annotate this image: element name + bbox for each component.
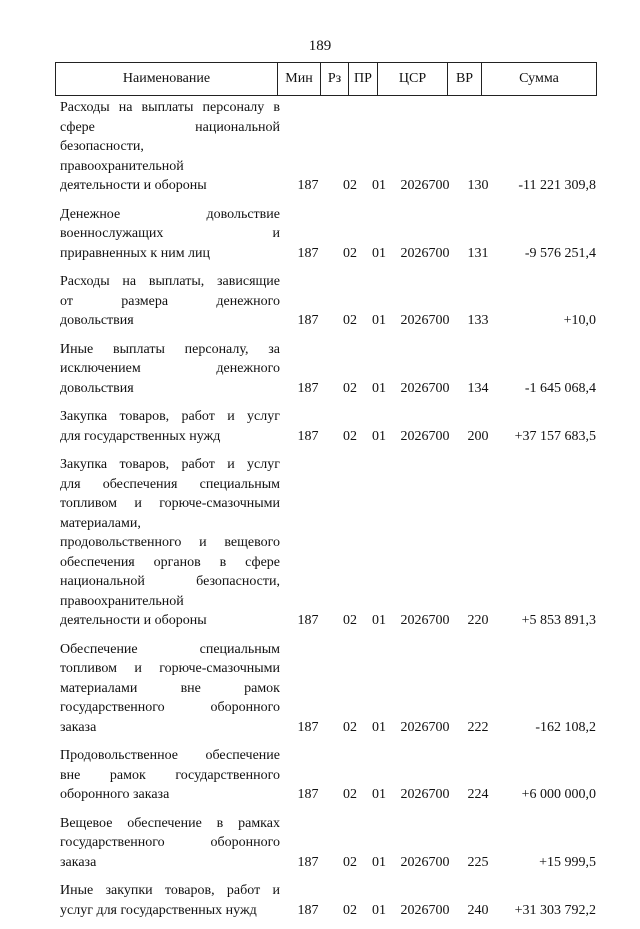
row-name-line: государственного оборонного (60, 835, 280, 850)
header-min: Мин (278, 63, 321, 96)
header-name: Наименование (56, 63, 278, 96)
table-row (60, 881, 596, 920)
row-name (60, 272, 280, 331)
row-pr: 01 (372, 428, 386, 444)
table-row (60, 814, 596, 873)
row-name (60, 340, 280, 399)
row-name-line: продовольственного и вещевого (60, 535, 280, 550)
table-row (60, 746, 596, 805)
row-min: 187 (297, 178, 319, 193)
row-name-line: услуг для государственных нужд (60, 902, 257, 918)
row-name-line: Расходы на выплаты, зависящие (60, 274, 280, 289)
row-sum: +31 303 792,2 (514, 902, 596, 918)
table-row (60, 272, 596, 331)
table-row (60, 455, 596, 631)
row-pr: 01 (372, 245, 386, 261)
row-rz: 02 (343, 854, 357, 870)
row-name-line: материалами, (60, 515, 141, 531)
row-name-line: приравненных к ним лиц (60, 245, 211, 261)
row-rz: 02 (343, 428, 357, 444)
row-vr: 131 (467, 245, 489, 261)
row-rz: 02 (343, 787, 357, 802)
row-vr: 225 (467, 854, 489, 870)
row-name-line: топливом и горюче-смазочными (60, 661, 280, 676)
row-name-line: Закупка товаров, работ и услуг (60, 457, 280, 472)
row-pr: 01 (372, 178, 386, 193)
row-csr: 2026700 (400, 719, 450, 735)
row-name-line: безопасности, (60, 139, 144, 154)
header-csr: ЦСР (378, 63, 448, 96)
row-name-line: обеспечения органов в сфере (60, 554, 280, 570)
row-sum: -162 108,2 (535, 719, 596, 735)
row-name (60, 881, 280, 920)
row-name-line: правоохранительной (60, 158, 184, 174)
row-pr: 01 (372, 313, 386, 328)
row-pr: 01 (372, 380, 386, 396)
row-name-line: Иные закупки товаров, работ и (60, 883, 280, 898)
row-min: 187 (297, 428, 319, 444)
row-name-line: вне рамок государственного (60, 767, 280, 783)
row-name-line: довольствия (60, 380, 134, 396)
row-name-line: правоохранительной (60, 593, 184, 609)
row-vr: 200 (467, 428, 489, 444)
header-vr: ВР (448, 63, 482, 96)
row-sum: -1 645 068,4 (524, 380, 596, 396)
row-name-line: Расходы на выплаты персоналу в (60, 100, 280, 115)
row-name-line: деятельности и обороны (60, 613, 207, 628)
row-name-line: Обеспечение специальным (60, 641, 280, 657)
row-pr: 01 (372, 613, 386, 628)
row-min: 187 (297, 245, 319, 261)
row-name (60, 814, 280, 873)
page-number: 189 (308, 38, 332, 54)
row-name (60, 205, 280, 264)
row-csr: 2026700 (400, 245, 450, 261)
row-min: 187 (297, 787, 319, 802)
row-name-line: Закупка товаров, работ и услуг (60, 409, 280, 424)
row-name-line: материалами вне рамок (60, 680, 280, 696)
row-vr: 224 (467, 787, 489, 802)
row-name-line: национальной безопасности, (60, 574, 280, 589)
row-rz: 02 (343, 613, 357, 628)
table-row (60, 407, 596, 446)
row-rz: 02 (343, 313, 357, 328)
table-row (60, 98, 596, 196)
row-sum: -11 221 309,8 (518, 178, 596, 193)
table-body (60, 98, 596, 929)
row-pr: 01 (372, 854, 386, 870)
row-name-line: деятельности и обороны (60, 178, 207, 193)
row-csr: 2026700 (400, 613, 450, 628)
row-csr: 2026700 (400, 178, 450, 193)
row-name-line: Денежное довольствие (60, 206, 280, 222)
row-vr: 130 (467, 178, 489, 193)
row-name (60, 455, 280, 631)
row-min: 187 (297, 613, 319, 628)
row-vr: 240 (467, 902, 489, 918)
table-header (55, 62, 597, 96)
row-name-line: государственного оборонного (60, 700, 280, 715)
row-csr: 2026700 (400, 854, 450, 870)
row-min: 187 (297, 313, 319, 328)
row-vr: 220 (467, 613, 489, 628)
row-sum: +37 157 683,5 (514, 428, 596, 444)
row-vr: 222 (467, 719, 489, 735)
row-sum: +15 999,5 (539, 854, 596, 870)
row-sum: +6 000 000,0 (521, 787, 596, 802)
row-sum: -9 576 251,4 (524, 245, 596, 261)
row-pr: 01 (372, 787, 386, 802)
row-rz: 02 (343, 245, 357, 261)
row-name-line: довольствия (60, 313, 134, 328)
row-csr: 2026700 (400, 313, 450, 328)
row-csr: 2026700 (400, 902, 450, 918)
row-rz: 02 (343, 902, 357, 918)
row-name (60, 746, 280, 805)
header-rz: Рз (321, 63, 349, 96)
row-name-line: для обеспечения специальным (60, 476, 280, 492)
row-pr: 01 (372, 902, 386, 918)
row-name-line: Иные выплаты персоналу, за (60, 341, 280, 357)
row-min: 187 (297, 380, 319, 396)
row-name-line: оборонного заказа (60, 787, 170, 802)
row-csr: 2026700 (400, 428, 450, 444)
row-name (60, 640, 280, 738)
row-name (60, 98, 280, 196)
header-pr: ПР (349, 63, 378, 96)
row-vr: 133 (467, 313, 489, 328)
row-name-line: для государственных нужд (60, 428, 221, 444)
row-name-line: топливом и горюче-смазочными (60, 496, 280, 511)
table-row (60, 340, 596, 399)
row-csr: 2026700 (400, 787, 450, 802)
row-vr: 134 (467, 380, 489, 396)
row-name-line: Вещевое обеспечение в рамках (60, 815, 280, 831)
row-name-line: военнослужащих и (60, 226, 280, 241)
row-min: 187 (297, 902, 319, 918)
row-sum: +10,0 (563, 313, 596, 328)
row-name (60, 407, 280, 446)
row-pr: 01 (372, 719, 386, 735)
table-row (60, 640, 596, 738)
row-name-line: заказа (60, 854, 97, 870)
row-rz: 02 (343, 380, 357, 396)
row-name-line: исключением денежного (60, 361, 280, 376)
row-csr: 2026700 (400, 380, 450, 396)
row-rz: 02 (343, 719, 357, 735)
row-min: 187 (297, 854, 319, 870)
row-name-line: Продовольственное обеспечение (60, 748, 280, 763)
row-name-line: заказа (60, 719, 97, 735)
header-sum: Сумма (482, 63, 597, 96)
row-name-line: от размера денежного (60, 293, 280, 309)
table-row (60, 205, 596, 264)
row-sum: +5 853 891,3 (521, 613, 596, 628)
row-rz: 02 (343, 178, 357, 193)
row-min: 187 (297, 719, 319, 735)
row-name-line: сфере национальной (60, 119, 280, 135)
